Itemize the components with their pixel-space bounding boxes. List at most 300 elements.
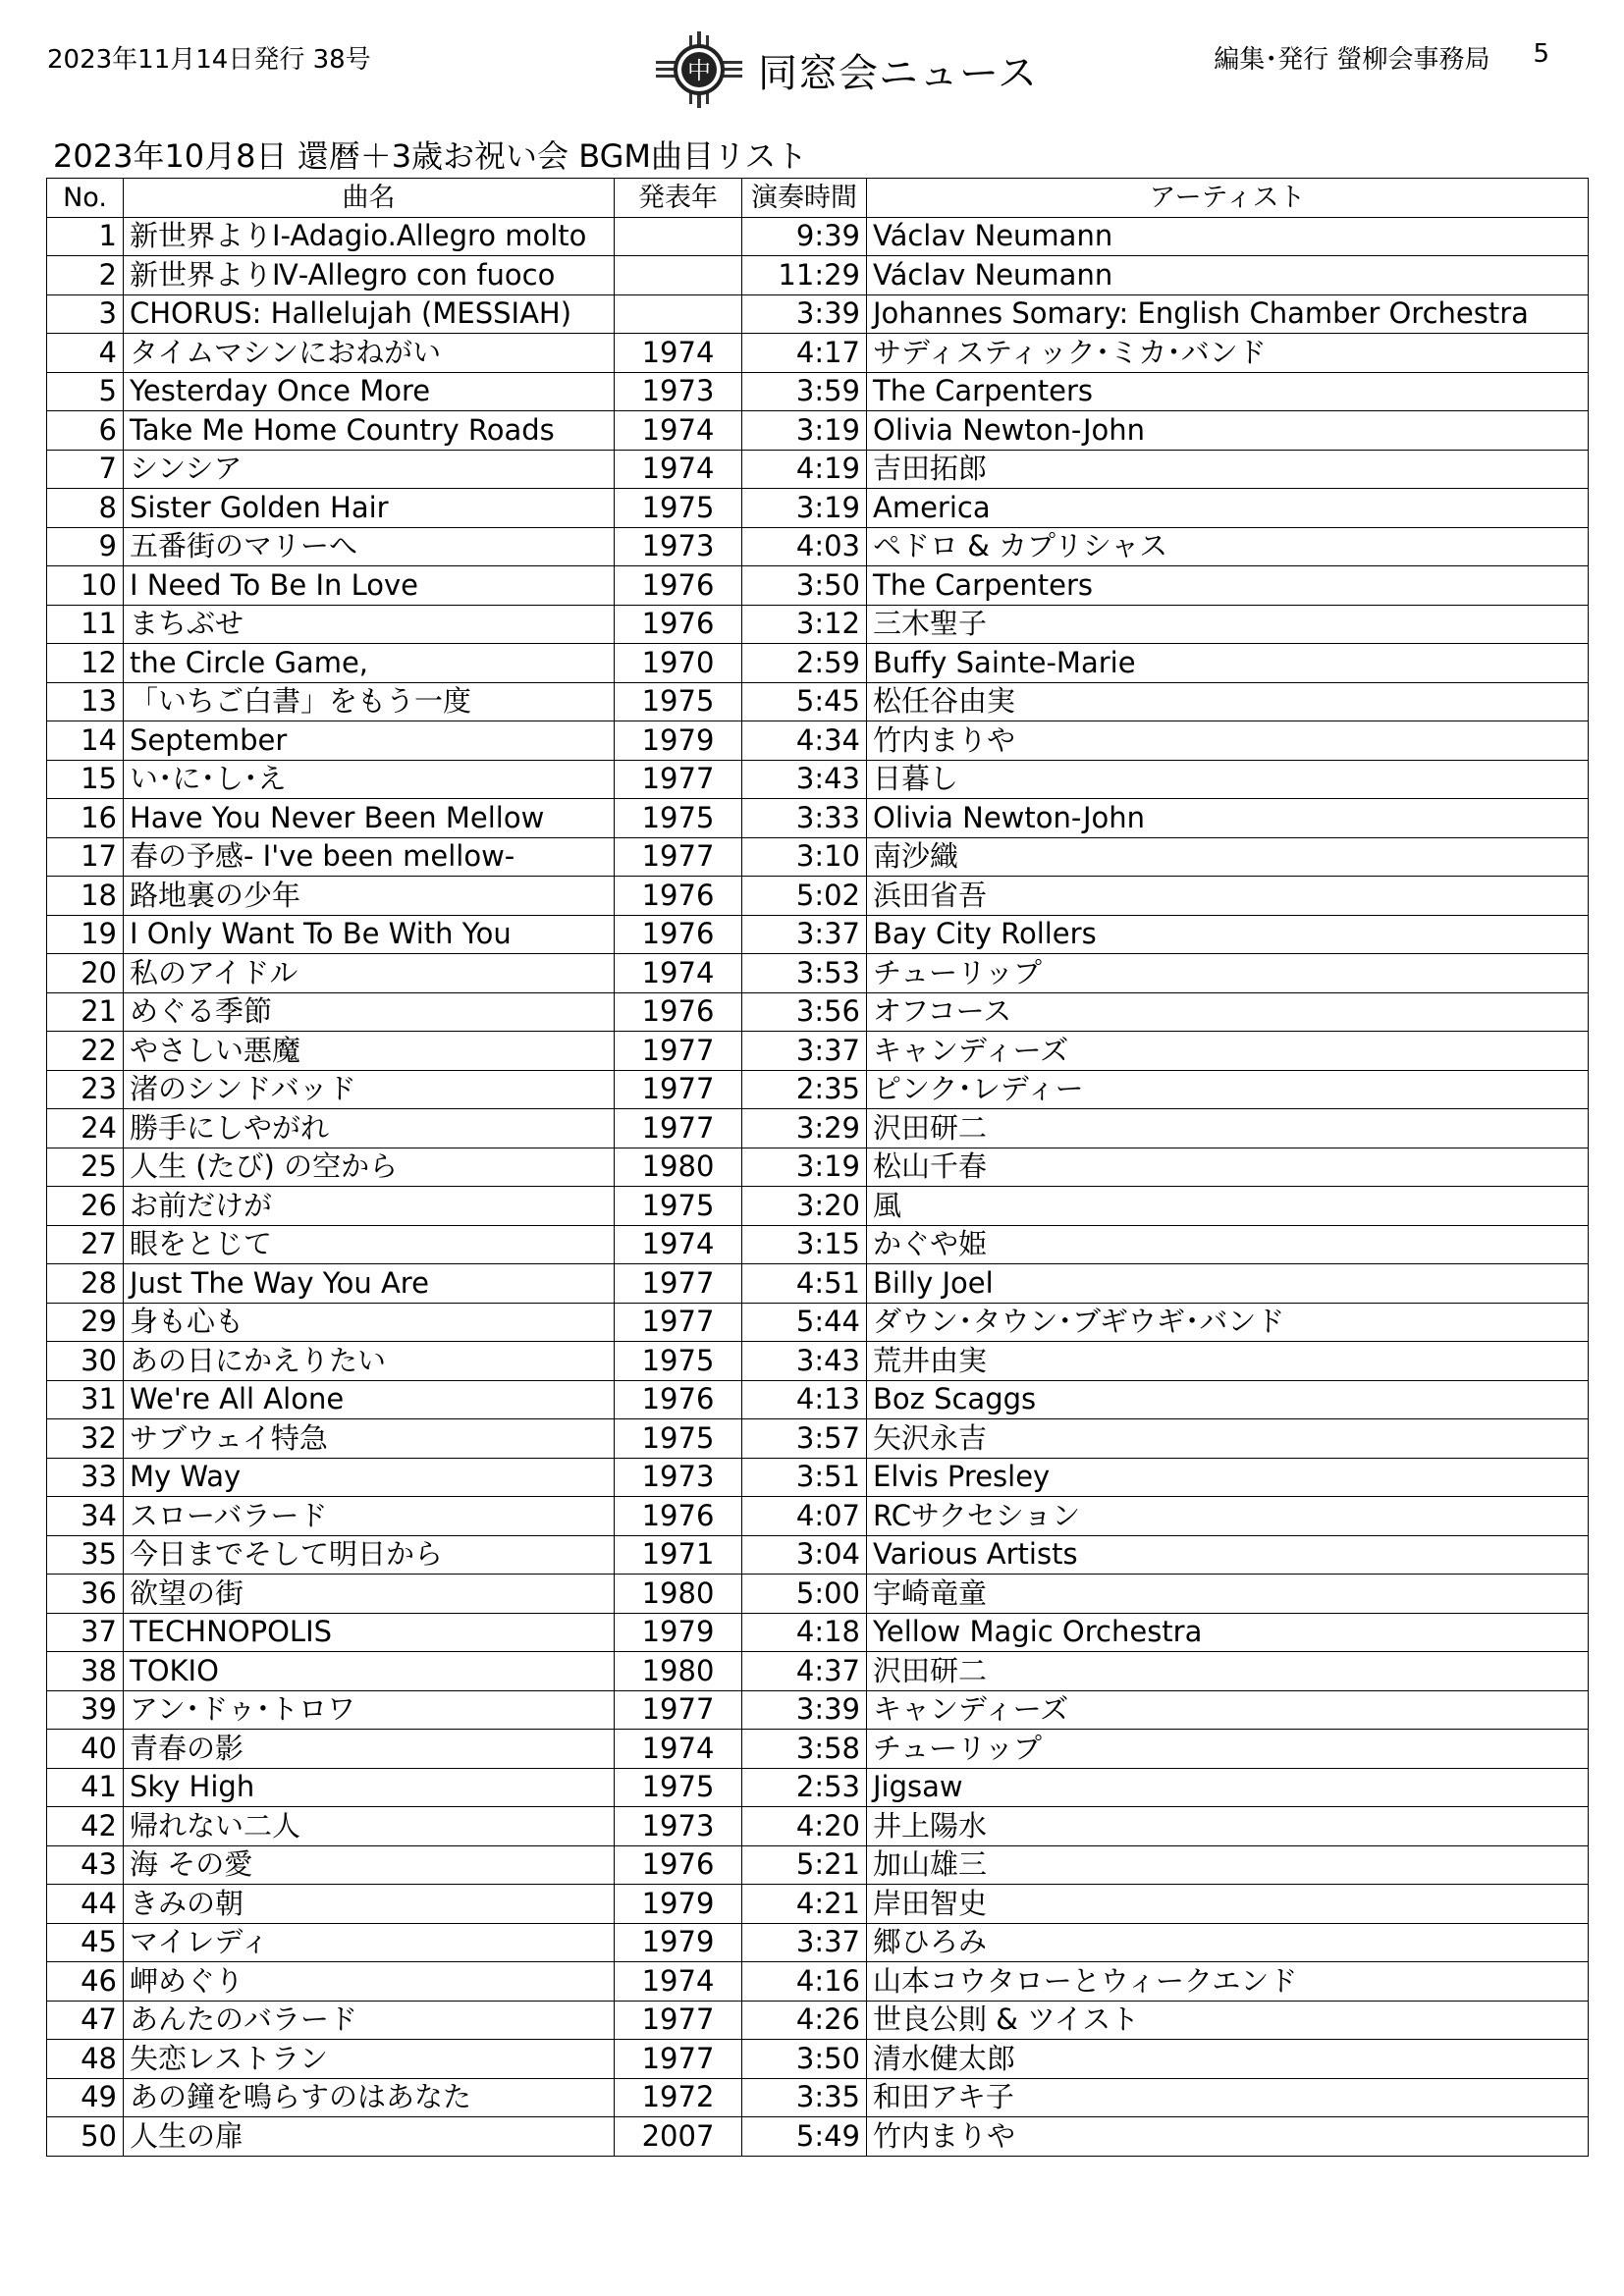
cell-year: 1976 <box>615 605 742 644</box>
table-row <box>47 1807 1589 1846</box>
cell-time: 3:56 <box>742 992 867 1032</box>
cell-title: 渚のシンドバッド <box>124 1070 615 1109</box>
cell-time: 3:29 <box>742 1109 867 1148</box>
table-row <box>47 1962 1589 2002</box>
cell-no: 34 <box>47 1497 124 1536</box>
cell-no: 13 <box>47 682 124 721</box>
cell-title: めぐる季節 <box>124 992 615 1032</box>
cell-title: あの日にかえりたい <box>124 1342 615 1381</box>
cell-no: 15 <box>47 760 124 799</box>
cell-year: 1980 <box>615 1148 742 1187</box>
cell-time: 5:45 <box>742 682 867 721</box>
table-row <box>47 450 1589 489</box>
cell-artist: 竹内まりや <box>867 721 1589 761</box>
cell-title: I Need To Be In Love <box>124 566 615 606</box>
cell-no: 47 <box>47 2001 124 2040</box>
cell-title: 私のアイドル <box>124 954 615 993</box>
table-row <box>47 1109 1589 1148</box>
cell-artist: 井上陽水 <box>867 1807 1589 1846</box>
cell-no: 36 <box>47 1575 124 1614</box>
table-row <box>47 992 1589 1032</box>
cell-year: 1970 <box>615 644 742 683</box>
table-row <box>47 721 1589 761</box>
table-row <box>47 1148 1589 1187</box>
cell-year: 1973 <box>615 1458 742 1497</box>
cell-artist: キャンディーズ <box>867 1032 1589 1071</box>
cell-time: 5:02 <box>742 877 867 916</box>
cell-no: 12 <box>47 644 124 683</box>
cell-time: 3:53 <box>742 954 867 993</box>
cell-year: 1974 <box>615 1225 742 1264</box>
cell-title: 人生 (たび) の空から <box>124 1148 615 1187</box>
cell-no: 14 <box>47 721 124 761</box>
cell-title: 路地裏の少年 <box>124 877 615 916</box>
cell-title: Sky High <box>124 1768 615 1807</box>
cell-title: September <box>124 721 615 761</box>
cell-no: 20 <box>47 954 124 993</box>
cell-no: 42 <box>47 1807 124 1846</box>
cell-time: 3:33 <box>742 799 867 838</box>
table-row <box>47 294 1589 334</box>
cell-artist: Boz Scaggs <box>867 1380 1589 1419</box>
cell-no: 45 <box>47 1923 124 1962</box>
cell-time: 3:12 <box>742 605 867 644</box>
cell-year: 2007 <box>615 2117 742 2157</box>
cell-year: 1976 <box>615 915 742 954</box>
table-row <box>47 1768 1589 1807</box>
table-row <box>47 566 1589 606</box>
cell-no: 35 <box>47 1535 124 1575</box>
list-title: 2023年10月8日 還暦＋3歳お祝い会 BGM曲目リスト <box>53 137 808 175</box>
publisher: 編集･発行 螢柳会事務局 <box>1214 45 1490 75</box>
cell-title: お前だけが <box>124 1187 615 1226</box>
table-row <box>47 915 1589 954</box>
table-row <box>47 1070 1589 1109</box>
cell-artist: 沢田研二 <box>867 1652 1589 1691</box>
cell-no: 4 <box>47 334 124 373</box>
cell-time: 4:17 <box>742 334 867 373</box>
table-row <box>47 1613 1589 1652</box>
cell-title: 新世界よりⅠ-Adagio.Allegro molto <box>124 217 615 256</box>
cell-no: 30 <box>47 1342 124 1381</box>
cell-time: 3:43 <box>742 760 867 799</box>
cell-time: 3:04 <box>742 1535 867 1575</box>
cell-title: Just The Way You Are <box>124 1264 615 1304</box>
cell-artist: チューリップ <box>867 954 1589 993</box>
cell-title: 今日までそして明日から <box>124 1535 615 1575</box>
cell-artist: 南沙織 <box>867 837 1589 877</box>
cell-title: サブウェイ特急 <box>124 1419 615 1459</box>
cell-title: Have You Never Been Mellow <box>124 799 615 838</box>
cell-no: 28 <box>47 1264 124 1304</box>
cell-no: 21 <box>47 992 124 1032</box>
table-row <box>47 1342 1589 1381</box>
table-row <box>47 527 1589 566</box>
cell-no: 17 <box>47 837 124 877</box>
cell-time: 4:03 <box>742 527 867 566</box>
table-row <box>47 217 1589 256</box>
cell-year <box>615 294 742 334</box>
table-row <box>47 1885 1589 1924</box>
cell-title: 身も心も <box>124 1303 615 1342</box>
cell-artist: Olivia Newton-John <box>867 799 1589 838</box>
cell-no: 23 <box>47 1070 124 1109</box>
table-row <box>47 2001 1589 2040</box>
cell-title: Sister Golden Hair <box>124 489 615 528</box>
cell-time: 3:50 <box>742 2040 867 2079</box>
cell-time: 3:37 <box>742 915 867 954</box>
table-row <box>47 837 1589 877</box>
cell-title: I Only Want To Be With You <box>124 915 615 954</box>
cell-artist: 吉田拓郎 <box>867 450 1589 489</box>
cell-title: We're All Alone <box>124 1380 615 1419</box>
cell-artist: 竹内まりや <box>867 2117 1589 2157</box>
table-row <box>47 799 1589 838</box>
cell-time: 4:26 <box>742 2001 867 2040</box>
table-row <box>47 2078 1589 2117</box>
cell-artist: チューリップ <box>867 1730 1589 1769</box>
cell-year: 1977 <box>615 1264 742 1304</box>
cell-year <box>615 256 742 295</box>
cell-title: the Circle Game, <box>124 644 615 683</box>
cell-time: 2:35 <box>742 1070 867 1109</box>
table-row <box>47 682 1589 721</box>
table-row <box>47 760 1589 799</box>
cell-year: 1977 <box>615 1303 742 1342</box>
cell-time: 2:53 <box>742 1768 867 1807</box>
cell-artist: Yellow Magic Orchestra <box>867 1613 1589 1652</box>
cell-year: 1974 <box>615 411 742 451</box>
cell-year: 1974 <box>615 1730 742 1769</box>
cell-no: 8 <box>47 489 124 528</box>
cell-artist: かぐや姫 <box>867 1225 1589 1264</box>
table-row <box>47 1303 1589 1342</box>
cell-no: 39 <box>47 1690 124 1730</box>
col-header-time: 演奏時間 <box>742 179 867 218</box>
cell-artist: Václav Neumann <box>867 217 1589 256</box>
cell-artist: The Carpenters <box>867 566 1589 606</box>
table-row <box>47 334 1589 373</box>
cell-no: 9 <box>47 527 124 566</box>
cell-artist: Johannes Somary: English Chamber Orchestra <box>867 294 1589 334</box>
cell-artist: Bay City Rollers <box>867 915 1589 954</box>
cell-artist: 沢田研二 <box>867 1109 1589 1148</box>
cell-no: 50 <box>47 2117 124 2157</box>
cell-title: タイムマシンにおねがい <box>124 334 615 373</box>
cell-year: 1980 <box>615 1575 742 1614</box>
cell-no: 10 <box>47 566 124 606</box>
cell-year: 1974 <box>615 334 742 373</box>
cell-time: 4:51 <box>742 1264 867 1304</box>
cell-year: 1975 <box>615 1342 742 1381</box>
cell-artist: 松任谷由実 <box>867 682 1589 721</box>
newsletter-title: 同窓会ニュース <box>758 50 1038 96</box>
cell-year: 1976 <box>615 1497 742 1536</box>
cell-year: 1977 <box>615 837 742 877</box>
cell-year: 1973 <box>615 527 742 566</box>
cell-no: 19 <box>47 915 124 954</box>
table-row <box>47 1419 1589 1459</box>
cell-artist: キャンディーズ <box>867 1690 1589 1730</box>
col-header-artist: アーティスト <box>867 179 1589 218</box>
cell-no: 32 <box>47 1419 124 1459</box>
cell-artist: 風 <box>867 1187 1589 1226</box>
emblem-char: 中 <box>687 57 711 84</box>
cell-year: 1976 <box>615 877 742 916</box>
cell-artist: 清水健太郎 <box>867 2040 1589 2079</box>
table-row <box>47 1652 1589 1691</box>
cell-time: 3:58 <box>742 1730 867 1769</box>
cell-title: 眼をとじて <box>124 1225 615 1264</box>
cell-title: 五番街のマリーへ <box>124 527 615 566</box>
cell-no: 43 <box>47 1845 124 1885</box>
table-row <box>47 411 1589 451</box>
table-row <box>47 2040 1589 2079</box>
cell-title: い･に･し･え <box>124 760 615 799</box>
cell-title: まちぶせ <box>124 605 615 644</box>
cell-time: 4:16 <box>742 1962 867 2002</box>
cell-time: 3:50 <box>742 566 867 606</box>
cell-title: TOKIO <box>124 1652 615 1691</box>
cell-year: 1975 <box>615 799 742 838</box>
cell-time: 9:39 <box>742 217 867 256</box>
cell-time: 3:59 <box>742 372 867 411</box>
cell-artist: Václav Neumann <box>867 256 1589 295</box>
cell-title: あんたのバラード <box>124 2001 615 2040</box>
newsletter-masthead <box>654 31 1038 108</box>
cell-time: 3:39 <box>742 1690 867 1730</box>
cell-no: 24 <box>47 1109 124 1148</box>
cell-no: 18 <box>47 877 124 916</box>
cell-year: 1976 <box>615 992 742 1032</box>
cell-time: 3:51 <box>742 1458 867 1497</box>
cell-title: あの鐘を鳴らすのはあなた <box>124 2078 615 2117</box>
cell-time: 4:13 <box>742 1380 867 1419</box>
cell-time: 3:19 <box>742 411 867 451</box>
cell-title: シンシア <box>124 450 615 489</box>
cell-year: 1977 <box>615 1690 742 1730</box>
cell-time: 3:39 <box>742 294 867 334</box>
cell-time: 4:07 <box>742 1497 867 1536</box>
publisher-info <box>1214 39 1549 76</box>
cell-artist: Buffy Sainte-Marie <box>867 644 1589 683</box>
cell-title: 春の予感- I've been mellow- <box>124 837 615 877</box>
cell-time: 3:57 <box>742 1419 867 1459</box>
cell-year: 1977 <box>615 1109 742 1148</box>
cell-year: 1975 <box>615 1768 742 1807</box>
cell-year: 1977 <box>615 2001 742 2040</box>
cell-year: 1973 <box>615 372 742 411</box>
cell-time: 2:59 <box>742 644 867 683</box>
cell-year <box>615 217 742 256</box>
cell-title: My Way <box>124 1458 615 1497</box>
cell-artist: ダウン･タウン･ブギウギ･バンド <box>867 1303 1589 1342</box>
cell-title: 失恋レストラン <box>124 2040 615 2079</box>
cell-title: やさしい悪魔 <box>124 1032 615 1071</box>
cell-title: アン･ドゥ･トロワ <box>124 1690 615 1730</box>
cell-artist: ペドロ & カプリシャス <box>867 527 1589 566</box>
table-row <box>47 1380 1589 1419</box>
cell-artist: ピンク･レディー <box>867 1070 1589 1109</box>
cell-time: 3:43 <box>742 1342 867 1381</box>
table-row <box>47 372 1589 411</box>
cell-no: 16 <box>47 799 124 838</box>
cell-no: 5 <box>47 372 124 411</box>
cell-title: 人生の扉 <box>124 2117 615 2157</box>
table-row <box>47 1264 1589 1304</box>
cell-no: 1 <box>47 217 124 256</box>
table-row <box>47 1690 1589 1730</box>
table-row <box>47 1225 1589 1264</box>
cell-title: きみの朝 <box>124 1885 615 1924</box>
table-row <box>47 1845 1589 1885</box>
col-header-no: No. <box>47 179 124 218</box>
cell-time: 3:37 <box>742 1032 867 1071</box>
cell-no: 26 <box>47 1187 124 1226</box>
school-emblem-icon <box>654 31 744 108</box>
cell-no: 37 <box>47 1613 124 1652</box>
cell-time: 5:00 <box>742 1575 867 1614</box>
cell-time: 4:37 <box>742 1652 867 1691</box>
cell-year: 1980 <box>615 1652 742 1691</box>
cell-no: 44 <box>47 1885 124 1924</box>
table-row <box>47 1187 1589 1226</box>
table-row <box>47 1458 1589 1497</box>
cell-year: 1977 <box>615 1032 742 1071</box>
cell-artist: RCサクセション <box>867 1497 1589 1536</box>
cell-title: 岬めぐり <box>124 1962 615 2002</box>
cell-year: 1976 <box>615 566 742 606</box>
cell-no: 41 <box>47 1768 124 1807</box>
cell-no: 2 <box>47 256 124 295</box>
cell-title: 「いちご白書」をもう一度 <box>124 682 615 721</box>
cell-time: 4:21 <box>742 1885 867 1924</box>
cell-no: 38 <box>47 1652 124 1691</box>
cell-artist: 和田アキ子 <box>867 2078 1589 2117</box>
cell-no: 29 <box>47 1303 124 1342</box>
cell-no: 27 <box>47 1225 124 1264</box>
cell-artist: 宇崎竜童 <box>867 1575 1589 1614</box>
cell-time: 4:34 <box>742 721 867 761</box>
cell-year: 1979 <box>615 721 742 761</box>
issue-date: 2023年11月14日発行 38号 <box>47 45 371 75</box>
cell-year: 1979 <box>615 1885 742 1924</box>
table-row <box>47 1535 1589 1575</box>
table-row <box>47 2117 1589 2157</box>
cell-title: 勝手にしやがれ <box>124 1109 615 1148</box>
cell-artist: 岸田智史 <box>867 1885 1589 1924</box>
cell-year: 1973 <box>615 1807 742 1846</box>
cell-time: 5:49 <box>742 2117 867 2157</box>
cell-artist: America <box>867 489 1589 528</box>
cell-time: 3:15 <box>742 1225 867 1264</box>
cell-time: 3:10 <box>742 837 867 877</box>
cell-no: 7 <box>47 450 124 489</box>
cell-year: 1975 <box>615 489 742 528</box>
cell-year: 1977 <box>615 2040 742 2079</box>
cell-no: 31 <box>47 1380 124 1419</box>
cell-artist: 浜田省吾 <box>867 877 1589 916</box>
table-row <box>47 256 1589 295</box>
cell-no: 46 <box>47 1962 124 2002</box>
cell-artist: Elvis Presley <box>867 1458 1589 1497</box>
cell-no: 40 <box>47 1730 124 1769</box>
cell-title: 青春の影 <box>124 1730 615 1769</box>
cell-title: マイレディ <box>124 1923 615 1962</box>
cell-artist: 日暮し <box>867 760 1589 799</box>
cell-title: 海 その愛 <box>124 1845 615 1885</box>
cell-title: TECHNOPOLIS <box>124 1613 615 1652</box>
cell-artist: 矢沢永吉 <box>867 1419 1589 1459</box>
cell-artist: 郷ひろみ <box>867 1923 1589 1962</box>
cell-year: 1974 <box>615 450 742 489</box>
cell-title: 帰れない二人 <box>124 1807 615 1846</box>
cell-year: 1975 <box>615 1187 742 1226</box>
cell-time: 3:19 <box>742 1148 867 1187</box>
cell-title: 欲望の街 <box>124 1575 615 1614</box>
cell-no: 6 <box>47 411 124 451</box>
cell-time: 4:20 <box>742 1807 867 1846</box>
cell-artist: Billy Joel <box>867 1264 1589 1304</box>
table-row <box>47 489 1589 528</box>
cell-time: 3:37 <box>742 1923 867 1962</box>
cell-year: 1975 <box>615 1419 742 1459</box>
col-header-title: 曲名 <box>124 179 615 218</box>
cell-year: 1976 <box>615 1845 742 1885</box>
cell-time: 5:21 <box>742 1845 867 1885</box>
table-row <box>47 954 1589 993</box>
cell-year: 1976 <box>615 1380 742 1419</box>
cell-year: 1974 <box>615 1962 742 2002</box>
cell-artist: 加山雄三 <box>867 1845 1589 1885</box>
cell-no: 3 <box>47 294 124 334</box>
cell-time: 3:19 <box>742 489 867 528</box>
cell-title: 新世界よりⅣ-Allegro con fuoco <box>124 256 615 295</box>
table-row <box>47 1497 1589 1536</box>
cell-year: 1971 <box>615 1535 742 1575</box>
cell-artist: Jigsaw <box>867 1768 1589 1807</box>
cell-no: 11 <box>47 605 124 644</box>
cell-artist: 三木聖子 <box>867 605 1589 644</box>
cell-time: 5:44 <box>742 1303 867 1342</box>
cell-time: 3:20 <box>742 1187 867 1226</box>
table-row <box>47 1730 1589 1769</box>
col-header-year: 発表年 <box>615 179 742 218</box>
cell-time: 11:29 <box>742 256 867 295</box>
cell-artist: 世良公則 & ツイスト <box>867 2001 1589 2040</box>
cell-year: 1977 <box>615 1070 742 1109</box>
cell-no: 33 <box>47 1458 124 1497</box>
cell-artist: Various Artists <box>867 1535 1589 1575</box>
page-number: 5 <box>1533 39 1549 69</box>
cell-artist: 荒井由実 <box>867 1342 1589 1381</box>
table-row <box>47 644 1589 683</box>
table-header-row <box>47 179 1589 218</box>
cell-year: 1979 <box>615 1613 742 1652</box>
cell-title: Yesterday Once More <box>124 372 615 411</box>
cell-artist: 山本コウタローとウィークエンド <box>867 1962 1589 2002</box>
cell-title: CHORUS: Hallelujah (MESSIAH) <box>124 294 615 334</box>
table-row <box>47 1032 1589 1071</box>
cell-year: 1979 <box>615 1923 742 1962</box>
cell-title: Take Me Home Country Roads <box>124 411 615 451</box>
cell-time: 4:18 <box>742 1613 867 1652</box>
cell-artist: Olivia Newton-John <box>867 411 1589 451</box>
bgm-song-table <box>46 178 1589 2157</box>
cell-no: 25 <box>47 1148 124 1187</box>
table-row <box>47 605 1589 644</box>
table-row <box>47 1923 1589 1962</box>
